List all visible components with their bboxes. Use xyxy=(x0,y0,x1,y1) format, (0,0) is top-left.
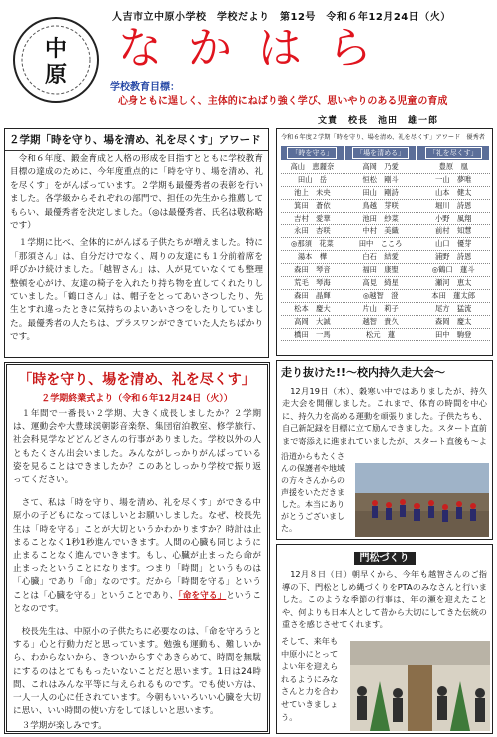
header-line: 人吉市立中原小学校 学校だより 第12号 令和６年12月24日（火） xyxy=(112,12,451,23)
table-cell: 吉村 愛華 xyxy=(281,212,345,225)
table-cell: 橋田 一馬 xyxy=(281,328,345,341)
table-row xyxy=(281,238,490,251)
marathon-heading: 走り抜けた!!～校内持久走大会～ xyxy=(281,366,446,379)
table-row xyxy=(281,199,490,212)
col-header: 「時を守る」 xyxy=(281,146,345,161)
award-paragraph: １学期に比べ、全体的にがんばる子供たちが増えました。特に「那須さん」は、自分だけでなく、周りの友達にも１分前着席を呼びかけ続けました。「越智さん」は、人が見ていなくても整理整頓を心がけ、友達の椅子を入れたり持ち物を直してくれたりしていました。「鶴口さん」は、帽子をとってあいさつしたり、先生とすれ違ったときに気持ちのよいあいさつをしたりしていました。最優秀者の人たちは、プラスワンができていた人たちばかりです。 xyxy=(10,238,263,343)
marathon-photo xyxy=(355,463,489,537)
closing-paragraph: さて、私は「時を守り、場を清め、礼を尽くす」ができる中原小の子どもになってほしいとお願いしました。なぜ、校長先生は「時を守る」ことが大切というかわかりますか？時計は止まることなく1秒1秒進んでいきます。人間の心臓も同じように止まることなく進んでいきます。もし、心臓が止まったら命が止まったということになります。つまり「時間」というものは「心臓」であり「命」なのです。だから「時間を守る」ということは「心臓を守る」ということであり、「命を守る」ということなのです。 xyxy=(13,498,261,614)
table-cell: 高岡 大誠 xyxy=(281,315,345,328)
table-cell: 森岡 慶太 xyxy=(417,315,490,328)
table-cell: 高山 恵麗奈 xyxy=(281,161,345,174)
closing-paragraph: ３学期が楽しみです。 xyxy=(21,721,107,732)
table-row xyxy=(281,289,490,302)
closing-paragraph: 校長先生は、中原小の子供たちに必要なのは、「命を守ろうとする」心と行動力だと思っています。勉強も運動も、難しいから、わからないから、きついからすぐあきらめて、時間を無駄にするのはとてももったいないことだと思います。1日は24時間、これはみんな平等に与えられるものです。でも使い方は、一人一人の心に任されています。今朝もいいろいい心臓を大切に思い、いい時間の使い方をしてほしいと思います。 xyxy=(13,627,261,717)
kadomatsu-photo xyxy=(350,641,490,731)
kadomatsu-note: そして、来年も中原小にとってよい年を迎えられるようにみなさんと力を合わせていきましょう。 xyxy=(281,635,339,722)
closing-subheading: ２学期終業式より（令和６年12月24日（火）） xyxy=(41,394,233,404)
table-cell: 山本 健太 xyxy=(417,186,490,199)
award-table xyxy=(280,145,490,341)
table-row xyxy=(281,264,490,277)
table-cell: ◎那須 花菜 xyxy=(281,238,345,251)
table-cell: 本田 蓮太郎 xyxy=(417,289,490,302)
closing-paragraph: １年間で一番長い２学期、大きく成長しましたか？２学期は、運動会や大豊球渓朝影音楽祭、集団宿泊教室、修学旅行、社会科見学などどんどさんの行事がありました。学校以外の人ともたくさん出会いました。みんながしっかりがんばっている姿を見ることはできましたか？このあとしっかり学校で振り返ってください。 xyxy=(13,409,261,486)
signature: 文責 校長 池田 雄一郎 xyxy=(318,116,439,126)
table-row xyxy=(281,212,490,225)
table-cell: 森田 琴音 xyxy=(281,264,345,277)
table-cell: 森田 晶輝 xyxy=(281,289,345,302)
table-cell: 箕田 蒼依 xyxy=(281,199,345,212)
table-cell: 田中 駒登 xyxy=(417,328,490,341)
table-cell: 堀川 詩恩 xyxy=(417,199,490,212)
award-paragraph: 令和６年度、鍛金育成と人格の形成を目指すとともに学校教育目標の達成のために、今年度重点的に「時を守り、場を清め、礼を尽くす」をがんばっています。２学期も最優秀者の表彰を行いました。各学級からそれぞれの部門で、担任の先生から推薦してもらい、最優秀者を決定しました。（◎は最優秀者、氏名は敬称略です） xyxy=(10,154,263,232)
table-row xyxy=(281,225,490,238)
table-cell: 田山 岳 xyxy=(281,173,345,186)
award-table-box xyxy=(276,128,493,356)
table-cell: 荒毛 琴海 xyxy=(281,277,345,290)
kadomatsu-body: 12月８日（日）朝早くから、今年も越智さんのご指導の下、門松としめ縄づくりをPTAのみなさんと行いました。このような季節の行事は、年の瀬を迎えたことや、何よりも日本人として昔から大切にしてきた伝統の重さを感じさせてくれます。 xyxy=(282,569,487,630)
closing-heading: 「時を守り、場を清め、礼を尽くす」 xyxy=(18,372,256,388)
table-cell: ◎鶴口 蓮斗 xyxy=(417,264,490,277)
kadomatsu-heading: 門松づくり xyxy=(277,549,492,564)
table-cell: 永田 杏咲 xyxy=(281,225,345,238)
table-cell: 白石 結愛 xyxy=(344,251,417,264)
table-row xyxy=(281,173,490,186)
table-cell: 高岡 乃愛 xyxy=(344,161,417,174)
table-row xyxy=(281,328,490,341)
school-goal: 心身ともに逞しく、主体的にねばり強く学び、思いやりのある児童の育成 xyxy=(118,96,448,107)
marathon-body: 12月19日（木）、穀寒い中ではありましたが、持久走大会を開催しました。これまで、体育の時間を中心に、持久力を高める運動を頑張りました。子供たちも、自己新記録を目標に立て励んできました。スタート直前まで寄添えに進まれていましたが、スタート直後も〜よ xyxy=(282,386,487,445)
kadomatsu-section xyxy=(276,544,493,734)
award-heading: ２学期「時を守り、場を清め、礼を尽くす」アワード xyxy=(5,129,268,151)
table-cell: 越智 貴久 xyxy=(344,315,417,328)
table-cell: 浦野 詩恩 xyxy=(417,251,490,264)
table-cell: 一山 夢唯 xyxy=(417,173,490,186)
award-table-body xyxy=(281,161,490,341)
goal-label: 学校教育目標： xyxy=(110,82,180,93)
table-row xyxy=(281,302,490,315)
col-header: 「場を清める」 xyxy=(344,146,417,161)
table-cell: 尾方 猛流 xyxy=(417,302,490,315)
table-cell: 高見 綺星 xyxy=(344,277,417,290)
table-cell: 田山 剛詩 xyxy=(344,186,417,199)
table-cell: 山口 優芽 xyxy=(417,238,490,251)
table-cell: 池田 紗菜 xyxy=(344,212,417,225)
table-row xyxy=(281,251,490,264)
col-header: 「礼を尽くす」 xyxy=(417,146,490,161)
table-cell: 片山 莉子 xyxy=(344,302,417,315)
svg-text:中: 中 xyxy=(44,36,68,62)
table-row xyxy=(281,315,490,328)
table-row xyxy=(281,161,490,174)
table-cell: 松元 蓮 xyxy=(344,328,417,341)
table-cell: 湯本 樺 xyxy=(281,251,345,264)
table-row xyxy=(281,186,490,199)
school-logo xyxy=(10,14,102,106)
table-cell: 田中 こころ xyxy=(344,238,417,251)
table-cell: 中村 美織 xyxy=(344,225,417,238)
table-cell: 豊原 凰 xyxy=(417,161,490,174)
marathon-note: 沿道からもたくさんの保護者や地域の方々さんからの声援をいただきました。本当にありがとうございました。 xyxy=(281,452,345,533)
table-cell: 池上 未央 xyxy=(281,186,345,199)
marathon-section xyxy=(276,360,493,540)
emphasis-text: 「命を守る」 xyxy=(178,590,227,601)
table-row xyxy=(281,277,490,290)
svg-text:原: 原 xyxy=(44,62,68,88)
page-title: なかはら xyxy=(118,23,398,74)
table-cell: 松本 慶大 xyxy=(281,302,345,315)
closing-ceremony-section xyxy=(4,362,270,734)
table-cell: 前村 知慧 xyxy=(417,225,490,238)
table-cell: 鳥越 芽咲 xyxy=(344,199,417,212)
table-cell: ◎越智 澄 xyxy=(344,289,417,302)
award-section xyxy=(4,128,269,358)
table-cell: 瀬河 恵太 xyxy=(417,277,490,290)
table-cell: 恒松 剛斗 xyxy=(344,173,417,186)
award-table-title: 令和６年度２学期「時を守り、場を清め、礼を尽くす」アワード 優秀者 xyxy=(281,134,485,141)
table-cell: 小野 風翔 xyxy=(417,212,490,225)
table-cell: 福田 康聖 xyxy=(344,264,417,277)
